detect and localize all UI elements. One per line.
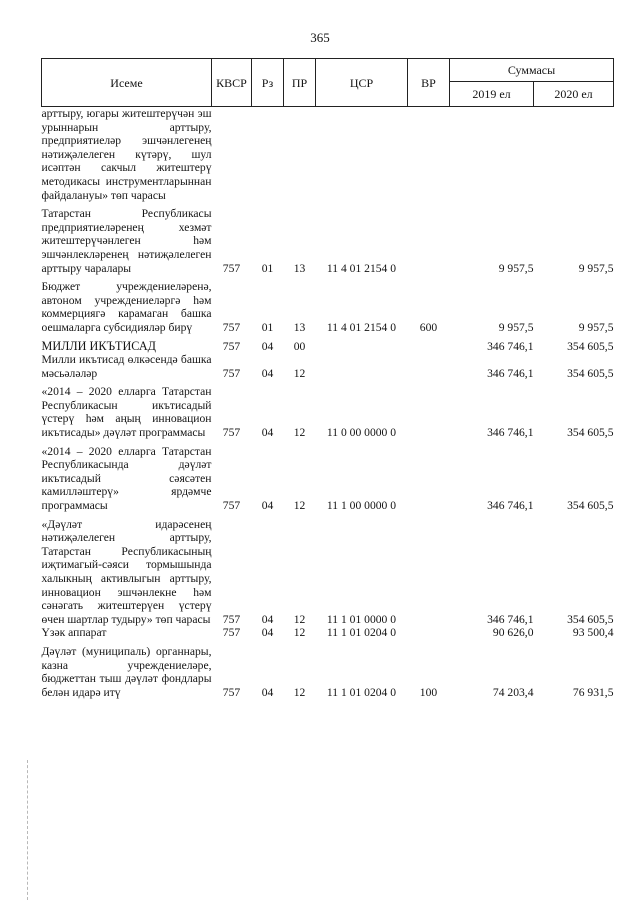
row-sum-2019: 9 957,5 <box>498 320 534 334</box>
row-rz: 04 <box>261 499 274 513</box>
row-vr: 100 <box>419 685 438 699</box>
row-csr <box>316 107 408 208</box>
header-name: Исеме <box>42 59 212 107</box>
header-vr: ВР <box>408 59 450 107</box>
row-kvsr: 757 <box>222 426 241 440</box>
row-vr <box>408 207 450 280</box>
row-rz: 04 <box>261 626 274 640</box>
row-csr: 11 1 01 0204 0 <box>326 626 397 640</box>
row-sum-2020: 354 605,5 <box>567 499 614 513</box>
row-pr <box>284 107 316 208</box>
page-number: 365 <box>310 30 330 45</box>
row-kvsr: 757 <box>222 685 241 699</box>
header-year-2019: 2019 ел <box>450 82 534 107</box>
row-sum-2020: 354 605,5 <box>567 339 614 353</box>
header-pr: ПР <box>284 59 316 107</box>
binding-margin-line <box>27 760 28 900</box>
row-vr <box>408 107 450 208</box>
row-csr: 11 4 01 2154 0 <box>326 320 397 334</box>
row-pr: 12 <box>293 426 306 440</box>
table-row <box>42 385 614 444</box>
row-name: «Дәүләт идарәсенең нәтиҗәлелеген арттыру, Татарстан Республикасының иҗтимагый-сәяси тормышында халыкның активлыгын арттыру, инновацион эшчәнлекне һәм сәнәгать житештерүен үстерү өчен шартлар тудыру» төп чарасы <box>41 517 212 626</box>
row-csr: 11 1 01 0000 0 <box>326 612 397 626</box>
table-row <box>42 353 614 385</box>
row-name: Татарстан Республикасы предприятиеләренең хезмәт житештерүчәнлеген һәм эшчәнлекләренең нәтиҗәлелеген арттыру чаралары <box>41 207 212 275</box>
row-sum-2020: 93 500,4 <box>572 626 614 640</box>
row-name: Милли икътисад өлкәсендә башка мәсьәләләр <box>41 353 212 380</box>
row-csr <box>316 340 408 354</box>
row-pr: 12 <box>293 626 306 640</box>
row-sum-2020 <box>534 107 614 208</box>
table-body <box>42 107 614 700</box>
row-csr: 11 4 01 2154 0 <box>326 261 397 275</box>
row-kvsr: 757 <box>222 626 241 640</box>
row-name: «2014 – 2020 елларга Татарстан Республикасын икътисадый үстерү һәм аңың инновацион икътисады» дәүләт программасы <box>41 385 212 440</box>
row-rz: 04 <box>261 426 274 440</box>
row-rz: 04 <box>261 612 274 626</box>
row-pr: 00 <box>293 339 306 353</box>
row-vr: 600 <box>419 320 438 334</box>
row-sum-2020: 9 957,5 <box>578 320 614 334</box>
row-kvsr: 757 <box>222 339 241 353</box>
row-pr: 12 <box>293 685 306 699</box>
row-csr <box>316 353 408 385</box>
table-row <box>42 518 614 627</box>
row-kvsr: 757 <box>222 366 241 380</box>
row-rz: 01 <box>261 261 274 275</box>
row-sum-2020: 9 957,5 <box>578 261 614 275</box>
row-sum-2020: 76 931,5 <box>572 685 614 699</box>
row-vr <box>408 518 450 627</box>
row-pr: 13 <box>293 261 306 275</box>
row-vr <box>408 385 450 444</box>
row-rz: 04 <box>261 685 274 699</box>
row-sum-2019: 90 626,0 <box>492 626 534 640</box>
table-row <box>42 645 614 699</box>
table-row <box>42 207 614 280</box>
row-sum-2019: 346 746,1 <box>487 426 534 440</box>
row-name: Үзәк аппарат <box>41 626 107 640</box>
row-rz: 01 <box>261 320 274 334</box>
row-pr: 12 <box>293 366 306 380</box>
row-sum-2020: 354 605,5 <box>567 366 614 380</box>
row-rz: 04 <box>261 339 274 353</box>
table-row <box>42 107 614 208</box>
row-sum-2019: 346 746,1 <box>487 612 534 626</box>
row-name: Дәүләт (муниципаль) органнары, казна учреждениеләре, бюджеттан тыш дәүләт фондлары белән идарә итү <box>41 644 212 699</box>
header-year-2020: 2020 ел <box>534 82 614 107</box>
row-kvsr: 757 <box>222 612 241 626</box>
table-row <box>42 340 614 354</box>
row-name: «2014 – 2020 елларга Татарстан Республикасында дәүләт икътисадый сәясәтен камилләштерү» ярдәмче программасы <box>41 444 212 513</box>
row-kvsr: 757 <box>222 499 241 513</box>
table-row <box>42 445 614 518</box>
row-sum-2019: 9 957,5 <box>498 261 534 275</box>
table-header <box>42 59 614 107</box>
row-name: МИЛЛИ ИКЪТИСАД <box>41 338 156 353</box>
row-csr: 11 0 00 0000 0 <box>326 426 397 440</box>
header-sums: Суммасы <box>450 59 614 82</box>
row-name: Бюджет учреждениеләренә, автоном учреждениеләргә һәм коммерциягә карамаган башка оешмаларга субсидияләр бирү <box>41 280 212 334</box>
row-sum-2019: 346 746,1 <box>487 499 534 513</box>
header-kvsr: КВСР <box>212 59 252 107</box>
row-vr <box>408 445 450 518</box>
row-sum-2019 <box>450 107 534 208</box>
row-pr: 12 <box>293 499 306 513</box>
row-csr: 11 1 01 0204 0 <box>326 685 397 699</box>
row-kvsr: 757 <box>222 261 241 275</box>
row-sum-2020: 354 605,5 <box>567 426 614 440</box>
row-vr <box>408 353 450 385</box>
row-name: арттыру, югары житештерүчән эш урыннарын арттыру, предприятиеләр эшчәнлегенең нәтиҗәлелеген күтәрү, шул исәптән сакчыл житештерү методикасы инструментларыннан файдалануы» төп чарасы <box>41 107 212 202</box>
row-kvsr: 757 <box>222 320 241 334</box>
row-sum-2019: 346 746,1 <box>487 339 534 353</box>
row-csr: 11 1 00 0000 0 <box>326 499 397 513</box>
row-vr <box>408 626 450 645</box>
row-sum-2019: 74 203,4 <box>492 685 534 699</box>
table-row <box>42 626 614 645</box>
header-csr: ЦСР <box>316 59 408 107</box>
budget-table <box>41 58 614 699</box>
row-sum-2019: 346 746,1 <box>487 366 534 380</box>
row-rz: 04 <box>261 366 274 380</box>
header-rz: Рз <box>252 59 284 107</box>
row-sum-2020: 354 605,5 <box>567 612 614 626</box>
row-vr <box>408 340 450 354</box>
row-pr: 13 <box>293 320 306 334</box>
row-rz <box>252 107 284 208</box>
table-row <box>42 280 614 339</box>
row-kvsr <box>212 107 252 208</box>
row-pr: 12 <box>293 612 306 626</box>
